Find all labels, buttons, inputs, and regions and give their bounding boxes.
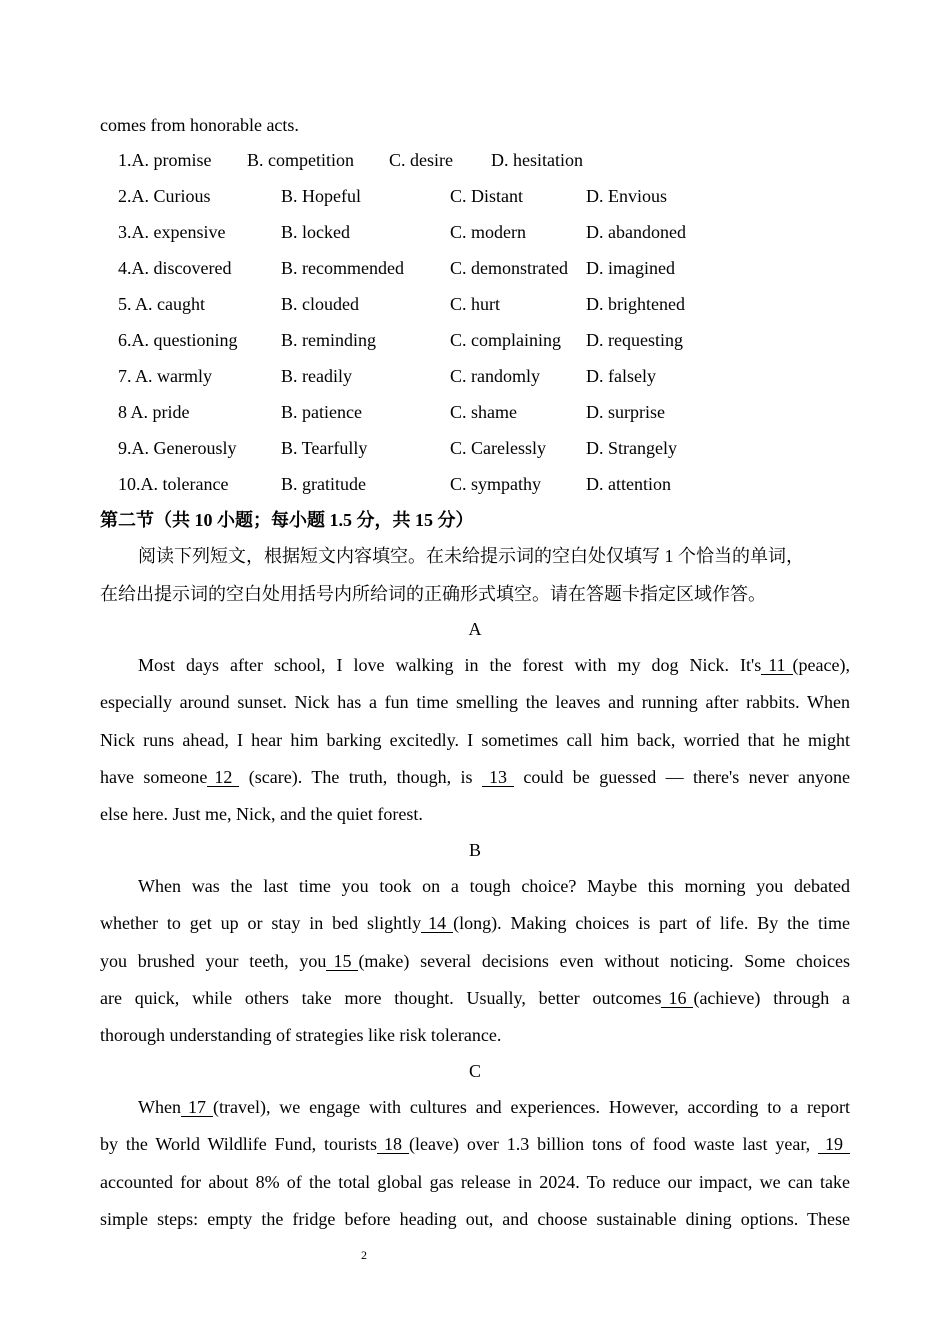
option-7-c: C. randomly — [450, 366, 540, 386]
option-4-c: C. demonstrated — [450, 258, 568, 278]
option-1-b: B. competition — [247, 150, 354, 170]
option-2-c: C. Distant — [450, 186, 524, 206]
option-8-d: D. surprise — [586, 402, 665, 422]
option-5-c: C. hurt — [450, 294, 501, 314]
passage-a-line: especially around sunset. Nick has a fun time smelling the leaves and running after rabbits. When — [100, 692, 850, 712]
option-7-a: 7. A. warmly — [118, 366, 212, 386]
option-8-a: 8 A. pride — [118, 402, 190, 422]
passage-c-line: simple steps: empty the fridge before heading out, and choose sustainable dining options. These — [100, 1209, 850, 1229]
option-10-b: B. gratitude — [281, 474, 366, 494]
blank-12: 12 — [207, 768, 239, 787]
option-6-a: 6.A. questioning — [118, 330, 238, 350]
option-4-b: B. recommended — [281, 258, 404, 278]
blank-19: 19 — [818, 1135, 850, 1154]
option-5-a: 5. A. caught — [118, 294, 205, 314]
option-3-d: D. abandoned — [586, 222, 686, 242]
intro-tail: comes from honorable acts. — [100, 115, 299, 135]
passage-b-line: you brushed your teeth, you 15 (make) several decisions even without noticing. Some choices — [100, 951, 851, 971]
page-number: 2 — [361, 1248, 367, 1262]
option-9-c: C. Carelessly — [450, 438, 546, 458]
option-3-c: C. modern — [450, 222, 526, 242]
passage-a-label: A — [468, 619, 482, 639]
option-6-b: B. reminding — [281, 330, 376, 350]
passage-c-line: accounted for about 8% of the total global gas release in 2024. To reduce our impact, we can take — [100, 1172, 850, 1192]
blank-18: 18 — [377, 1135, 409, 1154]
option-7-d: D. falsely — [586, 366, 656, 386]
passage-c-line: by the World Wildlife Fund, tourists 18 (leave) over 1.3 billion tons of food waste last year, 19 — [100, 1131, 850, 1157]
option-5-d: D. brightened — [586, 294, 685, 314]
passage-b-line: thorough understanding of strategies like risk tolerance. — [100, 1025, 502, 1045]
passage-b-line: are quick, while others take more thought. Usually, better outcomes 16 (achieve) through a — [100, 988, 850, 1008]
option-6-c: C. complaining — [450, 330, 561, 350]
option-1-a: 1.A. promise — [118, 150, 212, 170]
option-2-b: B. Hopeful — [281, 186, 361, 206]
instructions-line-1: 阅读下列短文，根据短文内容填空。在未给提示词的空白处仅填写 1 个恰当的单词， — [138, 546, 804, 566]
passage-c-label: C — [468, 1061, 481, 1081]
blank-17: 17 — [181, 1098, 213, 1117]
passage-b-line: whether to get up or stay in bed slightly 14 (long). Making choices is part of life. By the time — [100, 913, 851, 933]
passage-b-label: B — [468, 840, 481, 860]
section-heading: 第二节（共 10 小题；每小题 1.5 分，共 15 分） — [100, 510, 474, 530]
option-1-c: C. desire — [389, 150, 453, 170]
option-10-d: D. attention — [586, 474, 671, 494]
passage-b-line: When was the last time you took on a tough choice? Maybe this morning you debated — [138, 876, 850, 896]
passage-a-line: else here. Just me, Nick, and the quiet forest. — [100, 804, 423, 824]
option-8-b: B. patience — [281, 402, 362, 422]
option-10-a: 10.A. tolerance — [118, 474, 229, 494]
passage-c-line: When 17 (travel), we engage with cultures and experiences. However, according to a report — [138, 1097, 850, 1117]
passage-a-line: have someone 12 (scare). The truth, though, is 13 could be guessed — there's never anyone — [100, 767, 851, 787]
option-9-b: B. Tearfully — [281, 438, 368, 458]
blank-11: 11 — [761, 656, 792, 675]
option-10-c: C. sympathy — [450, 474, 542, 494]
blank-15: 15 — [326, 952, 358, 971]
option-8-c: C. shame — [450, 402, 517, 422]
option-3-b: B. locked — [281, 222, 350, 242]
option-2-a: 2.A. Curious — [118, 186, 211, 206]
option-9-d: D. Strangely — [586, 438, 677, 458]
passage-a-line: Nick runs ahead, I hear him barking excitedly. I sometimes call him back, worried that he might — [100, 730, 850, 750]
option-5-b: B. clouded — [281, 294, 359, 314]
option-4-d: D. imagined — [586, 258, 675, 278]
option-1-d: D. hesitation — [491, 150, 583, 170]
blank-14: 14 — [421, 914, 453, 933]
passage-a-line: Most days after school, I love walking in the forest with my dog Nick. It's 11 (peace), — [138, 655, 850, 675]
option-3-a: 3.A. expensive — [118, 222, 226, 242]
option-7-b: B. readily — [281, 366, 352, 386]
option-6-d: D. requesting — [586, 330, 683, 350]
option-9-a: 9.A. Generously — [118, 438, 237, 458]
option-2-d: D. Envious — [586, 186, 667, 206]
blank-16: 16 — [661, 989, 693, 1008]
instructions-line-2: 在给出提示词的空白处用括号内所给词的正确形式填空。请在答题卡指定区域作答。 — [100, 584, 766, 604]
blank-13: 13 — [482, 768, 514, 787]
option-4-a: 4.A. discovered — [118, 258, 232, 278]
